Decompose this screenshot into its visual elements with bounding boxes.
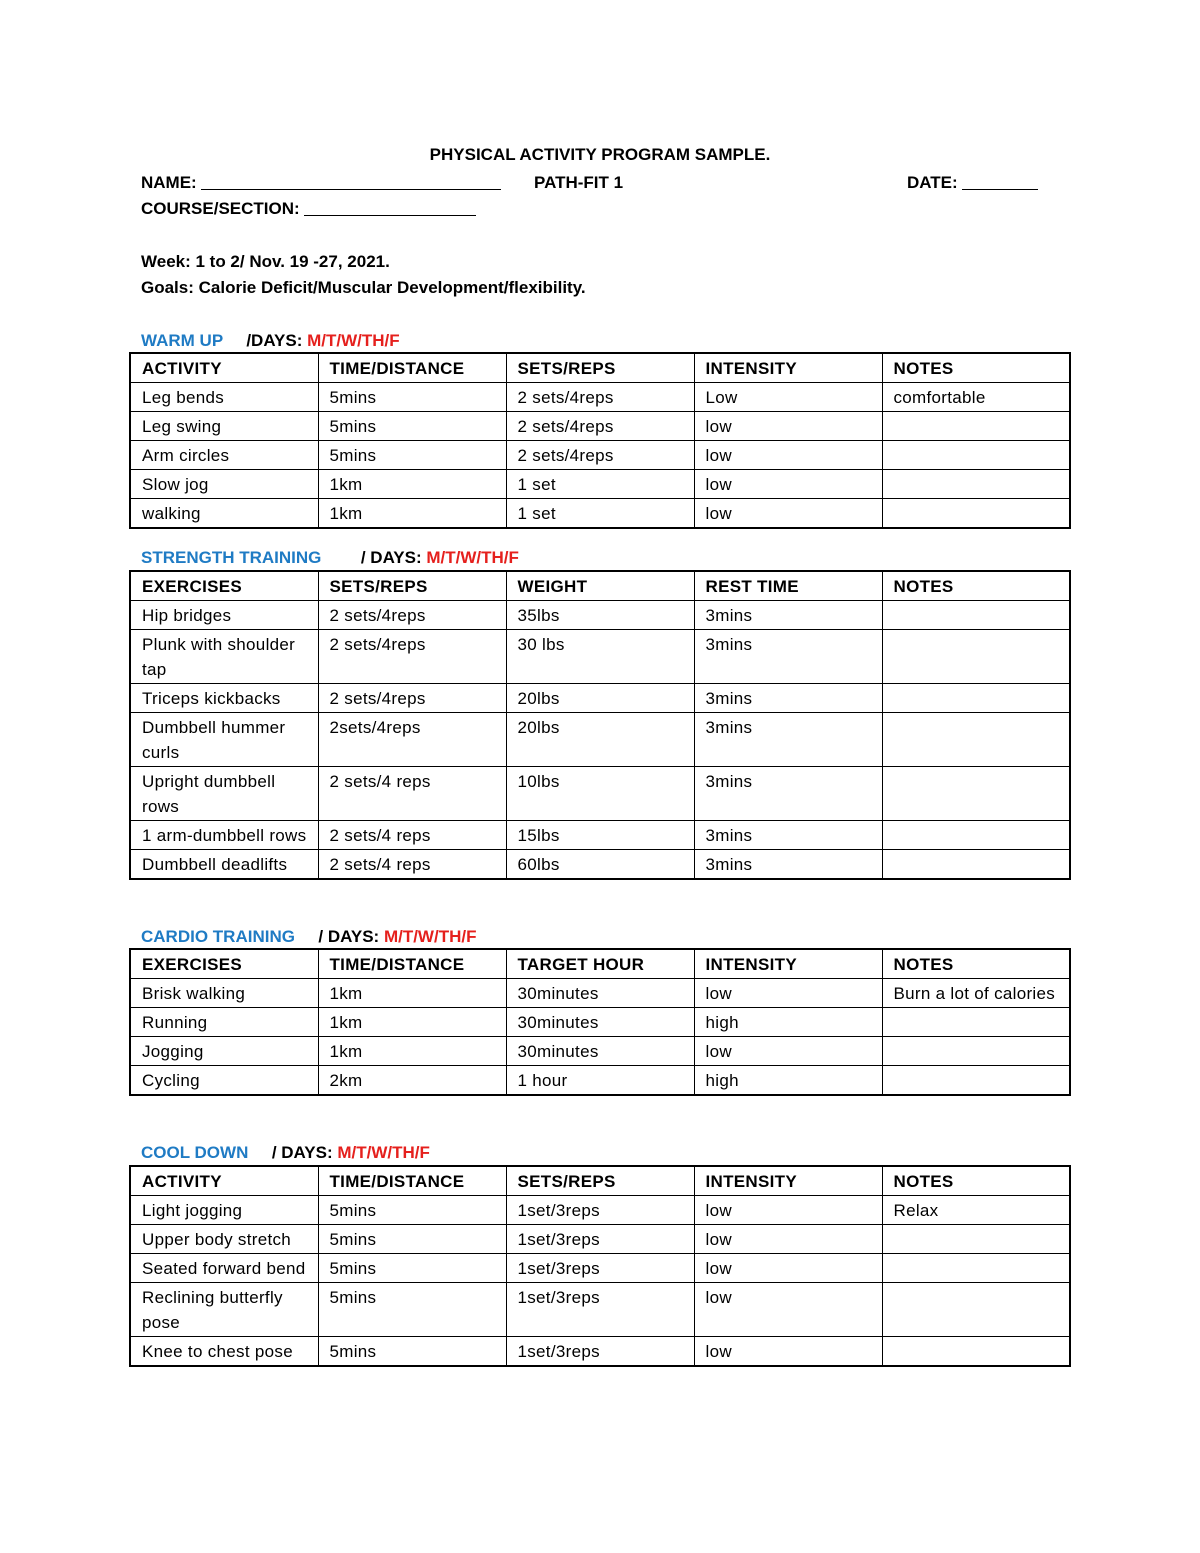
table-row xyxy=(130,1337,1070,1367)
table-cell: 1set/3reps xyxy=(506,1196,694,1225)
table-cell xyxy=(882,441,1070,470)
date-line xyxy=(907,173,1038,193)
table-row xyxy=(130,684,1070,713)
table-cell xyxy=(882,767,1070,821)
table-cell: 2 sets/4 reps xyxy=(318,850,506,880)
goals-line: Goals: Calorie Deficit/Muscular Development/flexibility. xyxy=(141,278,586,297)
name-line xyxy=(141,173,501,193)
table-cell xyxy=(882,821,1070,850)
table-cell: 5mins xyxy=(318,412,506,441)
table-cell xyxy=(882,499,1070,529)
strength-days: M/T/W/TH/F xyxy=(426,548,519,567)
table-cell: Burn a lot of calories xyxy=(882,979,1070,1008)
table-row xyxy=(130,1196,1070,1225)
table-cell: 5mins xyxy=(318,383,506,412)
warm-up-title: WARM UP xyxy=(141,331,223,350)
table-cell: 5mins xyxy=(318,1337,506,1367)
strength-table xyxy=(129,570,1071,880)
table-cell xyxy=(882,1037,1070,1066)
table-cell: 3mins xyxy=(694,601,882,630)
table-cell: Triceps kickbacks xyxy=(130,684,318,713)
table-row xyxy=(130,470,1070,499)
table-cell xyxy=(882,1254,1070,1283)
table-row xyxy=(130,850,1070,880)
column-header: INTENSITY xyxy=(694,353,882,383)
table-cell: Plunk with shoulder tap xyxy=(130,630,318,684)
table-cell: Running xyxy=(130,1008,318,1037)
column-header: NOTES xyxy=(882,353,1070,383)
table-header-row xyxy=(130,1166,1070,1196)
table-cell: 2sets/4reps xyxy=(318,713,506,767)
course-section-line xyxy=(141,199,476,219)
table-cell: 20lbs xyxy=(506,684,694,713)
strength-days-label: / DAYS: xyxy=(360,548,422,567)
course-code: PATH-FIT 1 xyxy=(534,173,624,192)
column-header: SETS/REPS xyxy=(506,1166,694,1196)
table-cell: low xyxy=(694,1283,882,1337)
table-header-row xyxy=(130,571,1070,601)
table-cell: walking xyxy=(130,499,318,529)
table-row xyxy=(130,601,1070,630)
table-cell: Cycling xyxy=(130,1066,318,1096)
table-row xyxy=(130,979,1070,1008)
column-header: NOTES xyxy=(882,949,1070,979)
name-field[interactable] xyxy=(201,173,501,190)
warm-up-days-label: /DAYS: xyxy=(246,331,303,350)
column-header: REST TIME xyxy=(694,571,882,601)
table-cell: 35lbs xyxy=(506,601,694,630)
table-row xyxy=(130,412,1070,441)
table-cell: 2 sets/4reps xyxy=(318,684,506,713)
table-cell xyxy=(882,713,1070,767)
column-header: NOTES xyxy=(882,571,1070,601)
table-header-row xyxy=(130,949,1070,979)
table-cell: 1set/3reps xyxy=(506,1283,694,1337)
table-cell: high xyxy=(694,1066,882,1096)
cool-down-title: COOL DOWN xyxy=(141,1143,249,1162)
name-label: NAME: xyxy=(141,173,197,192)
table-cell: 5mins xyxy=(318,441,506,470)
table-cell xyxy=(882,1066,1070,1096)
table-cell: 2 sets/4 reps xyxy=(318,767,506,821)
table-cell: Hip bridges xyxy=(130,601,318,630)
cool-down-days-label: / DAYS: xyxy=(271,1143,333,1162)
table-cell xyxy=(882,1337,1070,1367)
table-row xyxy=(130,630,1070,684)
table-cell xyxy=(882,1008,1070,1037)
cool-down-table xyxy=(129,1165,1071,1367)
table-cell: 5mins xyxy=(318,1254,506,1283)
table-row xyxy=(130,1008,1070,1037)
table-cell: 15lbs xyxy=(506,821,694,850)
warm-up-table xyxy=(129,352,1071,529)
table-cell: 30minutes xyxy=(506,979,694,1008)
table-cell: 2km xyxy=(318,1066,506,1096)
column-header: EXERCISES xyxy=(130,571,318,601)
table-cell: 3mins xyxy=(694,684,882,713)
column-header: INTENSITY xyxy=(694,1166,882,1196)
table-cell: 1 hour xyxy=(506,1066,694,1096)
course-section-label: COURSE/SECTION: xyxy=(141,199,300,218)
column-header: ACTIVITY xyxy=(130,353,318,383)
table-cell: low xyxy=(694,412,882,441)
table-cell: Knee to chest pose xyxy=(130,1337,318,1367)
date-field[interactable] xyxy=(962,173,1038,190)
table-cell xyxy=(882,630,1070,684)
table-cell: low xyxy=(694,1337,882,1367)
table-row xyxy=(130,1254,1070,1283)
table-cell: low xyxy=(694,441,882,470)
cool-down-days: M/T/W/TH/F xyxy=(337,1143,430,1162)
column-header: TIME/DISTANCE xyxy=(318,1166,506,1196)
warm-up-heading xyxy=(141,331,400,351)
table-cell: Seated forward bend xyxy=(130,1254,318,1283)
table-cell: 2 sets/4reps xyxy=(506,412,694,441)
table-row xyxy=(130,499,1070,529)
table-cell: 1 set xyxy=(506,499,694,529)
table-cell: 2 sets/4 reps xyxy=(318,821,506,850)
table-cell xyxy=(882,601,1070,630)
table-cell: 1 arm-dumbbell rows xyxy=(130,821,318,850)
table-row xyxy=(130,767,1070,821)
date-label: DATE: xyxy=(907,173,958,192)
table-cell: low xyxy=(694,979,882,1008)
table-cell: 2 sets/4reps xyxy=(318,630,506,684)
table-cell: 1km xyxy=(318,1008,506,1037)
course-section-field[interactable] xyxy=(304,199,476,216)
table-cell: 3mins xyxy=(694,821,882,850)
cardio-table xyxy=(129,948,1071,1096)
table-row xyxy=(130,1225,1070,1254)
table-cell: Light jogging xyxy=(130,1196,318,1225)
table-cell: low xyxy=(694,470,882,499)
column-header: TARGET HOUR xyxy=(506,949,694,979)
cardio-days: M/T/W/TH/F xyxy=(383,927,477,946)
week-line: Week: 1 to 2/ Nov. 19 -27, 2021. xyxy=(141,252,390,271)
table-cell: 1km xyxy=(318,979,506,1008)
column-header: EXERCISES xyxy=(130,949,318,979)
table-cell: 1km xyxy=(318,499,506,529)
table-cell: Slow jog xyxy=(130,470,318,499)
strength-heading xyxy=(141,548,519,568)
column-header: WEIGHT xyxy=(506,571,694,601)
table-row xyxy=(130,441,1070,470)
cardio-title: CARDIO TRAINING xyxy=(141,927,295,946)
table-cell: 2 sets/4reps xyxy=(318,601,506,630)
table-cell xyxy=(882,412,1070,441)
column-header: NOTES xyxy=(882,1166,1070,1196)
table-row xyxy=(130,821,1070,850)
table-cell: 20lbs xyxy=(506,713,694,767)
table-cell: Arm circles xyxy=(130,441,318,470)
table-cell: low xyxy=(694,499,882,529)
table-row xyxy=(130,1283,1070,1337)
page-title: PHYSICAL ACTIVITY PROGRAM SAMPLE. xyxy=(429,145,771,164)
table-cell: Low xyxy=(694,383,882,412)
table-cell: 2 sets/4reps xyxy=(506,441,694,470)
table-cell: Brisk walking xyxy=(130,979,318,1008)
table-cell: 1set/3reps xyxy=(506,1337,694,1367)
warm-up-days: M/T/W/TH/F xyxy=(307,331,400,350)
table-cell: low xyxy=(694,1037,882,1066)
table-cell: 5mins xyxy=(318,1196,506,1225)
table-cell: Reclining butterfly pose xyxy=(130,1283,318,1337)
table-cell: low xyxy=(694,1196,882,1225)
column-header: SETS/REPS xyxy=(318,571,506,601)
table-cell: 1set/3reps xyxy=(506,1254,694,1283)
cardio-days-label: / DAYS: xyxy=(318,927,380,946)
table-cell xyxy=(882,850,1070,880)
cool-down-heading xyxy=(141,1143,430,1163)
table-row xyxy=(130,1066,1070,1096)
table-row xyxy=(130,1037,1070,1066)
table-cell: 3mins xyxy=(694,713,882,767)
table-header-row xyxy=(130,353,1070,383)
table-cell: Jogging xyxy=(130,1037,318,1066)
table-cell: 1 set xyxy=(506,470,694,499)
cardio-heading xyxy=(141,927,476,947)
table-cell: 3mins xyxy=(694,850,882,880)
table-cell: 1km xyxy=(318,1037,506,1066)
column-header: TIME/DISTANCE xyxy=(318,353,506,383)
table-cell: 10lbs xyxy=(506,767,694,821)
table-cell: high xyxy=(694,1008,882,1037)
table-cell: 3mins xyxy=(694,630,882,684)
table-cell: 30minutes xyxy=(506,1037,694,1066)
table-cell: 5mins xyxy=(318,1283,506,1337)
table-cell: 1km xyxy=(318,470,506,499)
column-header: ACTIVITY xyxy=(130,1166,318,1196)
table-cell: 3mins xyxy=(694,767,882,821)
table-cell: Upper body stretch xyxy=(130,1225,318,1254)
table-cell: comfortable xyxy=(882,383,1070,412)
table-cell: low xyxy=(694,1254,882,1283)
table-row xyxy=(130,383,1070,412)
table-cell: Upright dumbbell rows xyxy=(130,767,318,821)
table-cell: 2 sets/4reps xyxy=(506,383,694,412)
table-cell: 30minutes xyxy=(506,1008,694,1037)
table-cell: low xyxy=(694,1225,882,1254)
table-cell: 1set/3reps xyxy=(506,1225,694,1254)
table-cell: Leg swing xyxy=(130,412,318,441)
table-cell: Dumbbell deadlifts xyxy=(130,850,318,880)
table-cell xyxy=(882,1225,1070,1254)
table-cell xyxy=(882,1283,1070,1337)
table-cell: Relax xyxy=(882,1196,1070,1225)
column-header: INTENSITY xyxy=(694,949,882,979)
strength-title: STRENGTH TRAINING xyxy=(141,548,322,567)
table-row xyxy=(130,713,1070,767)
column-header: TIME/DISTANCE xyxy=(318,949,506,979)
table-cell: Leg bends xyxy=(130,383,318,412)
column-header: SETS/REPS xyxy=(506,353,694,383)
table-cell: 60lbs xyxy=(506,850,694,880)
table-cell: Dumbbell hummer curls xyxy=(130,713,318,767)
table-cell: 5mins xyxy=(318,1225,506,1254)
table-cell xyxy=(882,470,1070,499)
table-cell: 30 lbs xyxy=(506,630,694,684)
table-cell xyxy=(882,684,1070,713)
